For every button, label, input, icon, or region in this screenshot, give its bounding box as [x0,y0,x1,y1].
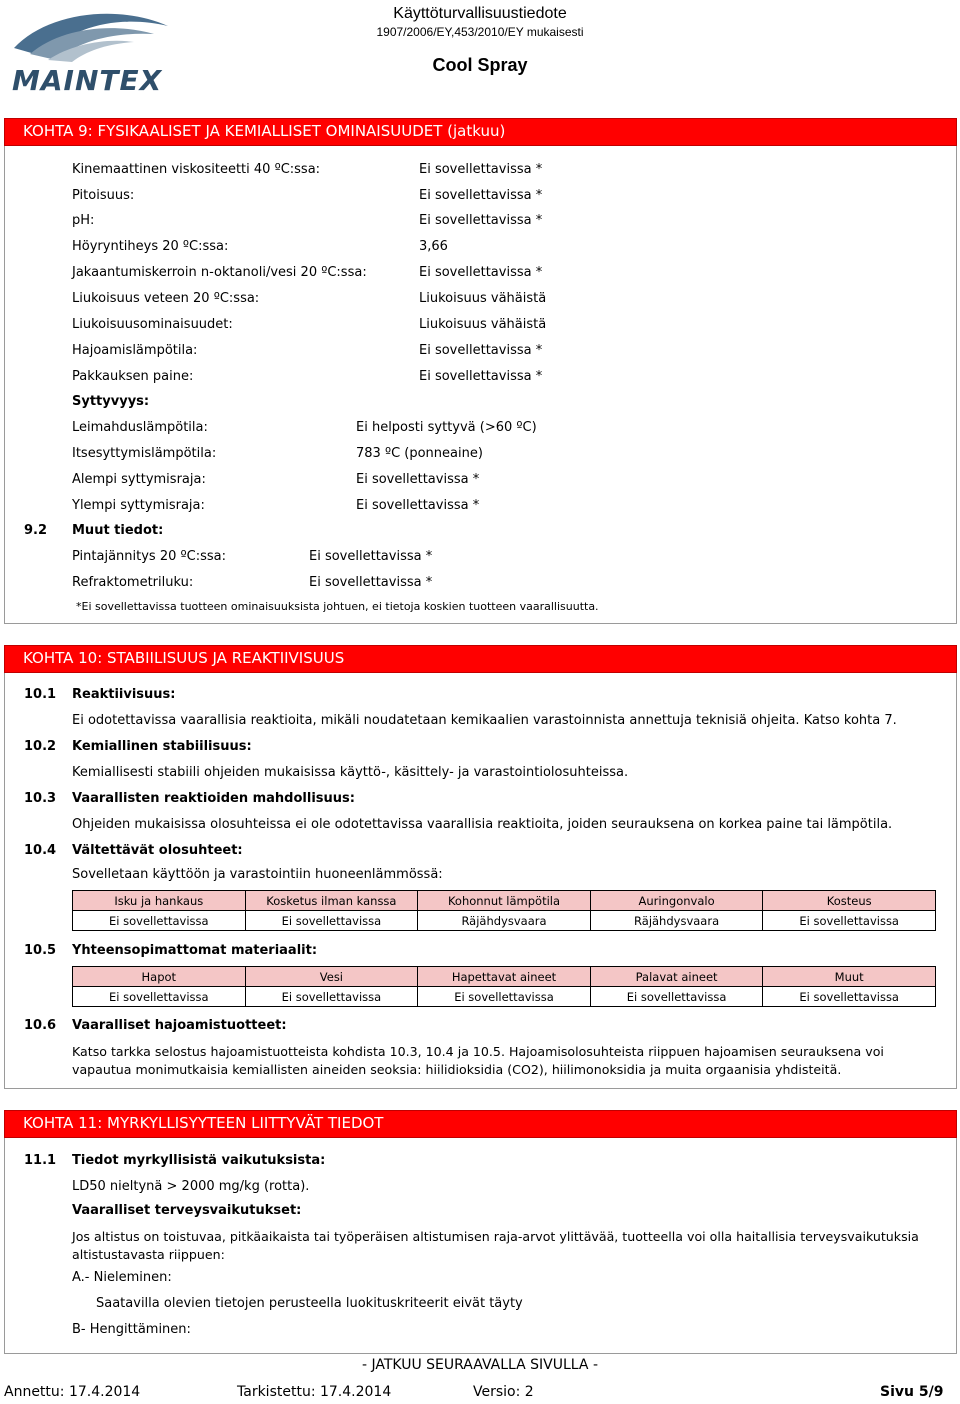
table-cell: Ei sovellettavissa [245,987,418,1007]
flammability-value: Ei helposti syttyvä (>60 ºC) [356,420,537,435]
property-value: Ei sovellettavissa * [419,343,543,358]
subsection-text: vapautua monimutkaisia kemiallisten aineiden seoksia: hiilidioksidia (CO2), hiilimonoksidia ja muita orgaanisia yhdisteitä. [72,1062,842,1077]
property-value: 3,66 [419,239,448,254]
table-row [73,987,936,1007]
footnote: *Ei sovellettavissa tuotteen ominaisuuksista johtuen, ei tietoja koskien tuotteen vaarallisuutta. [76,600,599,613]
other-value: Ei sovellettavissa * [309,575,433,590]
section-9-title: KOHTA 9: FYSIKAALISET JA KEMIALLISET OMINAISUUDET (jatkuu) [23,122,506,140]
table-cell: Ei sovellettavissa [763,911,936,931]
subsection-text: Ei odotettavissa vaarallisia reaktioita, mikäli noudatetaan kemikaalien varastoinnista annettuja teknisiä ohjeita. Katso kohta 7. [72,713,897,728]
subsection-number: 10.6 [24,1018,57,1033]
subsection-text: Sovelletaan käyttöön ja varastointiin huoneenlämmössä: [72,867,443,882]
page-number: Sivu 5/9 [880,1384,944,1400]
continuation-note: - JATKUU SEURAAVALLA SIVULLA - [361,1357,598,1373]
flammability-value: Ei sovellettavissa * [356,498,480,513]
other-info-heading: Muut tiedot: [72,523,164,538]
ingestion-label: A.- Nieleminen: [72,1270,172,1285]
flammability-heading: Syttyvyys: [72,394,150,409]
subsection-text: Kemiallisesti stabiili ohjeiden mukaisissa käyttö-, käsittely- ja varastointiolosuhteissa. [72,765,629,780]
health-effects-text: altistustavasta riippuen: [72,1247,225,1262]
subsection-number: 10.3 [24,791,57,806]
property-label: Liukoisuus veteen 20 ºC:ssa: [72,291,260,306]
property-label: Pitoisuus: [72,188,135,203]
brand-name: MAINTEX [12,64,163,97]
product-name: Cool Spray [432,55,528,75]
other-label: Pintajännitys 20 ºC:ssa: [72,549,226,564]
regulation-reference: 1907/2006/EY,453/2010/EY mukaisesti [376,25,584,39]
property-label: pH: [72,213,95,228]
table-header-row [73,891,936,911]
property-label: Höyryntiheys 20 ºC:ssa: [72,239,229,254]
table-cell: Ei sovellettavissa [590,987,763,1007]
property-value: Ei sovellettavissa * [419,162,543,177]
table-header-cell: Auringonvalo [590,891,763,911]
property-value: Liukoisuus vähäistä [419,317,547,332]
subsection-number: 10.4 [24,843,57,858]
flammability-value: Ei sovellettavissa * [356,472,480,487]
section-10-header [4,645,957,673]
flammability-label: Ylempi syttymisraja: [72,498,205,513]
inhalation-label: B- Hengittäminen: [72,1322,191,1337]
flammability-value: 783 ºC (ponneaine) [356,446,483,461]
table-cell: Ei sovellettavissa [73,911,246,931]
property-value: Liukoisuus vähäistä [419,291,547,306]
maintex-logo [8,4,176,100]
document-title: Käyttöturvallisuustiedote [393,5,567,22]
version: Versio: 2 [473,1384,534,1400]
ld50-text: LD50 nieltynä > 2000 mg/kg (rotta). [72,1179,310,1194]
other-value: Ei sovellettavissa * [309,549,433,564]
section-11-title: KOHTA 11: MYRKYLLISYYTEEN LIITTYVÄT TIEDOT [23,1114,384,1132]
flammability-label: Alempi syttymisraja: [72,472,206,487]
property-label: Kinemaattinen viskositeetti 40 ºC:ssa: [72,162,321,177]
subsection-heading: Yhteensopimattomat materiaalit: [72,943,318,958]
table-cell: Ei sovellettavissa [245,911,418,931]
table-header-cell: Kosteus [763,891,936,911]
table-header-cell: Palavat aineet [590,967,763,987]
property-value: Ei sovellettavissa * [419,213,543,228]
revised-date: Tarkistettu: 17.4.2014 [237,1384,392,1400]
property-label: Hajoamislämpötila: [72,343,198,358]
conditions-to-avoid-table [72,890,936,931]
subsection-heading: Kemiallinen stabiilisuus: [72,739,252,754]
health-effects-text: Jos altistus on toistuvaa, pitkäaikaista tai työperäisen altistumisen raja-arvot ylittävää, tuotteella voi olla haitallisia terveysvaikutuksia [72,1229,919,1244]
subsection-number: 9.2 [24,523,48,538]
property-value: Ei sovellettavissa * [419,265,543,280]
table-header-cell: Kosketus ilman kanssa [245,891,418,911]
table-cell: Räjähdysvaara [418,911,591,931]
health-effects-heading: Vaaralliset terveysvaikutukset: [72,1203,302,1218]
table-row [73,911,936,931]
property-label: Pakkauksen paine: [72,369,194,384]
property-value: Ei sovellettavissa * [419,188,543,203]
table-header-cell: Isku ja hankaus [73,891,246,911]
ingestion-text: Saatavilla olevien tietojen perusteella luokituskriteerit eivät täyty [96,1296,523,1311]
table-header-cell: Kohonnut lämpötila [418,891,591,911]
subsection-number: 10.2 [24,739,57,754]
subsection-heading: Tiedot myrkyllisistä vaikutuksista: [72,1153,326,1168]
section-11-header [4,1110,957,1138]
subsection-number: 10.5 [24,943,57,958]
table-cell: Ei sovellettavissa [73,987,246,1007]
table-header-row [73,967,936,987]
table-cell: Ei sovellettavissa [763,987,936,1007]
subsection-text: Ohjeiden mukaisissa olosuhteissa ei ole odotettavissa vaarallisia reaktioita, joiden seurauksena on korkea paine tai lämpötila. [72,817,893,832]
section-10-title: KOHTA 10: STABIILISUUS JA REAKTIIVISUUS [23,649,345,667]
table-header-cell: Hapettavat aineet [418,967,591,987]
flammability-label: Leimahduslämpötila: [72,420,208,435]
subsection-number: 10.1 [24,687,57,702]
other-label: Refraktometriluku: [72,575,194,590]
subsection-heading: Reaktiivisuus: [72,687,176,702]
flammability-label: Itsesyttymislämpötila: [72,446,217,461]
property-label: Liukoisuusominaisuudet: [72,317,233,332]
subsection-text: Katso tarkka selostus hajoamistuotteista kohdista 10.3, 10.4 ja 10.5. Hajoamisolosuhteista riippuen hajoamisen seurauksena voi [72,1044,884,1059]
table-header-cell: Muut [763,967,936,987]
table-header-cell: Vesi [245,967,418,987]
incompatible-materials-table [72,966,936,1007]
section-9-header [4,118,957,146]
subsection-heading: Vaaralliset hajoamistuotteet: [72,1018,287,1033]
table-cell: Räjähdysvaara [590,911,763,931]
table-cell: Ei sovellettavissa [418,987,591,1007]
property-label: Jakaantumiskerroin n-oktanoli/vesi 20 ºC:ssa: [72,265,367,280]
issued-date: Annettu: 17.4.2014 [4,1384,141,1400]
subsection-heading: Vaarallisten reaktioiden mahdollisuus: [72,791,355,806]
subsection-heading: Vältettävät olosuhteet: [72,843,243,858]
subsection-number: 11.1 [24,1153,57,1168]
property-value: Ei sovellettavissa * [419,369,543,384]
table-header-cell: Hapot [73,967,246,987]
